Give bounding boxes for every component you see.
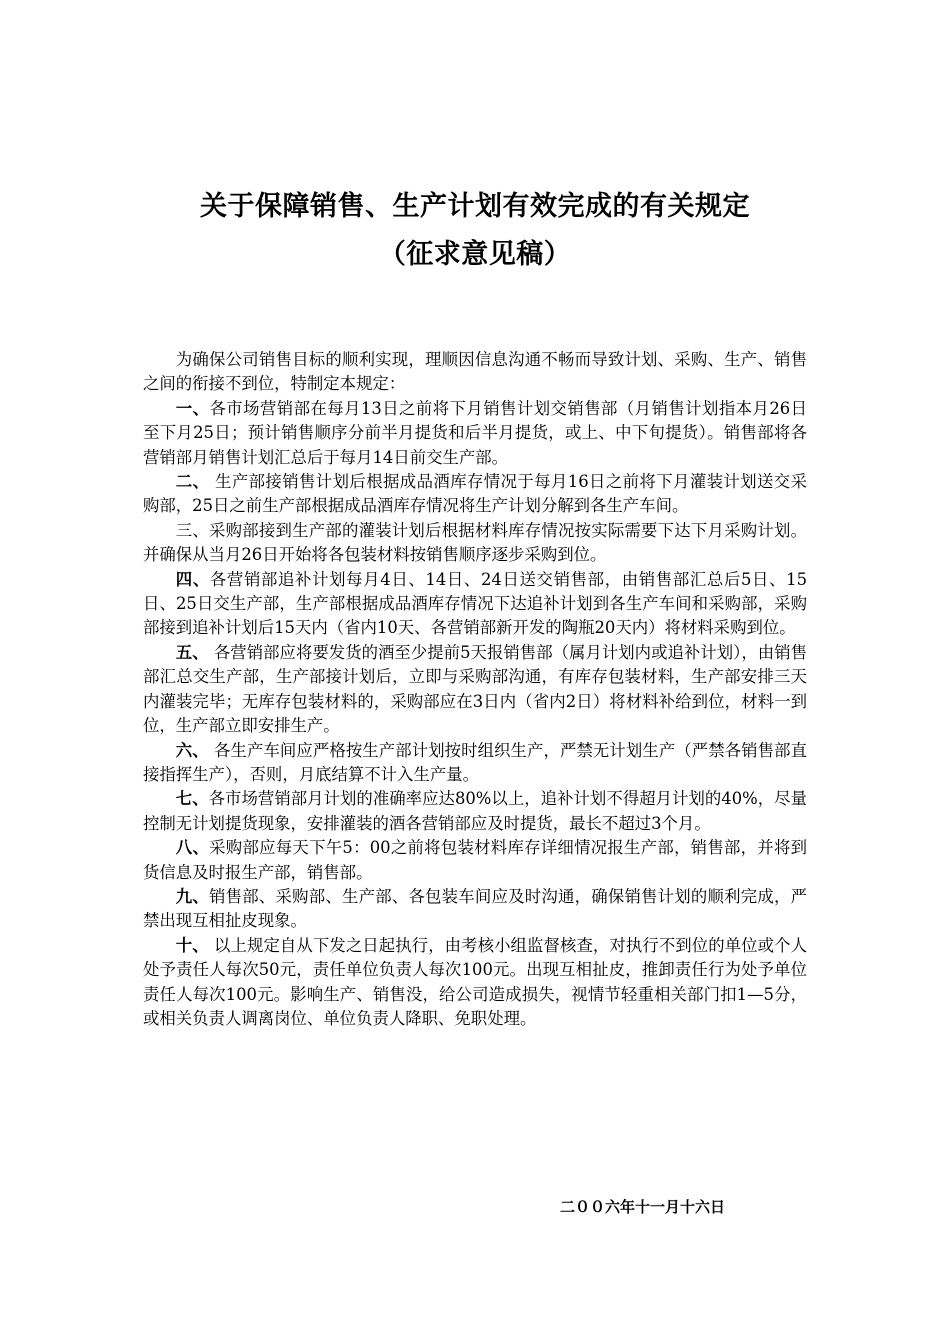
intro-paragraph: 为确保公司销售目标的顺利实现，理顺因信息沟通不畅而导致计划、采购、生产、销售之间的衔接不到位，特制定本规定： <box>143 350 807 394</box>
clause-3-text: 三、采购部接到生产部的灌装计划后根据材料库存情况按实际需要下达下月采购计划。并确保从当月26日开始将各包装材料按销售顺序逐步采购到位。 <box>143 520 807 565</box>
document-title: 关于保障销售、生产计划有效完成的有关规定 <box>200 191 750 222</box>
clause-8-number: 八、 <box>175 838 210 858</box>
clause-1 <box>143 397 807 470</box>
clause-1-number: 一、 <box>175 398 210 418</box>
clause-7 <box>143 787 807 836</box>
clause-7-number: 七、 <box>175 789 209 809</box>
clause-4-text: 各营销部追补计划每月4日、14日、24日送交销售部，由销售部汇总后5日、15日、25日交生产部，生产部根据成品酒库存情况下达追补计划到各生产车间和采购部，采购部接到追补计划后15天内（省内10天、各营销部新开发的陶瓶20天内）将材料采购到位。 <box>143 569 807 638</box>
clause-5 <box>143 641 807 739</box>
document-subtitle: （征求意见稿） <box>378 239 572 270</box>
clause-6 <box>143 739 807 788</box>
clause-9 <box>143 885 807 934</box>
clause-2-number: 二、 <box>175 472 210 492</box>
clause-8-text: 采购部应每天下午5：00之前将包装材料库存详细情况报生产部，销售部，并将到货信息及时报生产部，销售部。 <box>143 838 808 882</box>
clause-5-number: 五、 <box>175 642 209 662</box>
clause-2-text: 生产部接销售计划后根据成品酒库存情况于每月16日之前将下月灌装计划送交采购部，25日之前生产部根据成品酒库存情况将生产计划分解到各生产车间。 <box>143 472 808 516</box>
clause-2 <box>143 470 807 519</box>
clause-6-number: 六、 <box>175 740 209 760</box>
clause-6-text: 各生产车间应严格按生产部计划按时组织生产，严禁无计划生产（严禁各销售部直接指挥生产），否则，月底结算不计入生产量。 <box>143 740 807 784</box>
clause-10 <box>143 934 807 1032</box>
clause-1-text: 各市场营销部在每月13日之前将下月销售计划交销售部（月销售计划指本月26日至下月25日；预计销售顺序分前半月提货和后半月提货，或上、中下旬提货）。销售部将各营销部月销售计划汇总后于每月14日前交生产部。 <box>143 398 808 467</box>
document-body <box>143 348 807 1031</box>
clause-7-text: 各市场营销部月计划的准确率应达80%以上，追补计划不得超月计划的40%，尽量控制无计划提货现象，安排灌装的酒各营销部应及时提货，最长不超过3个月。 <box>143 789 807 833</box>
clause-10-text: 以上规定自从下发之日起执行，由考核小组监督核查，对执行不到位的单位或个人处予责任人每次50元，责任单位负责人每次100元。出现互相扯皮，推卸责任行为处予单位责任人每次100元。影响生产、销售没，给公司造成损失，视情节轻重相关部门扣1—5分，或相关负责人调离岗位、单位负责人降职、免职处理。 <box>143 935 807 1028</box>
clause-8 <box>143 836 807 885</box>
clause-5-text: 各营销部应将要发货的酒至少提前5天报销售部（属月计划内或追补计划），由销售部汇总交生产部，生产部接计划后，立即与采购部沟通，有库存包装材料，生产部安排三天内灌装完毕；无库存包装材料的，采购部应在3日内（省内2日）将材料补给到位，材料一到位，生产部立即安排生产。 <box>143 642 808 736</box>
clause-4-number: 四、 <box>175 569 210 589</box>
clause-10-number: 十、 <box>175 935 209 955</box>
document-date: 二００六年十一月十六日 <box>560 1198 726 1216</box>
clause-9-number: 九、 <box>175 886 210 906</box>
clause-9-text: 销售部、采购部、生产部、各包装车间应及时沟通，确保销售计划的顺利完成，严禁出现互相扯皮现象。 <box>143 886 807 931</box>
clause-3 <box>143 519 807 568</box>
clause-4 <box>143 568 807 641</box>
